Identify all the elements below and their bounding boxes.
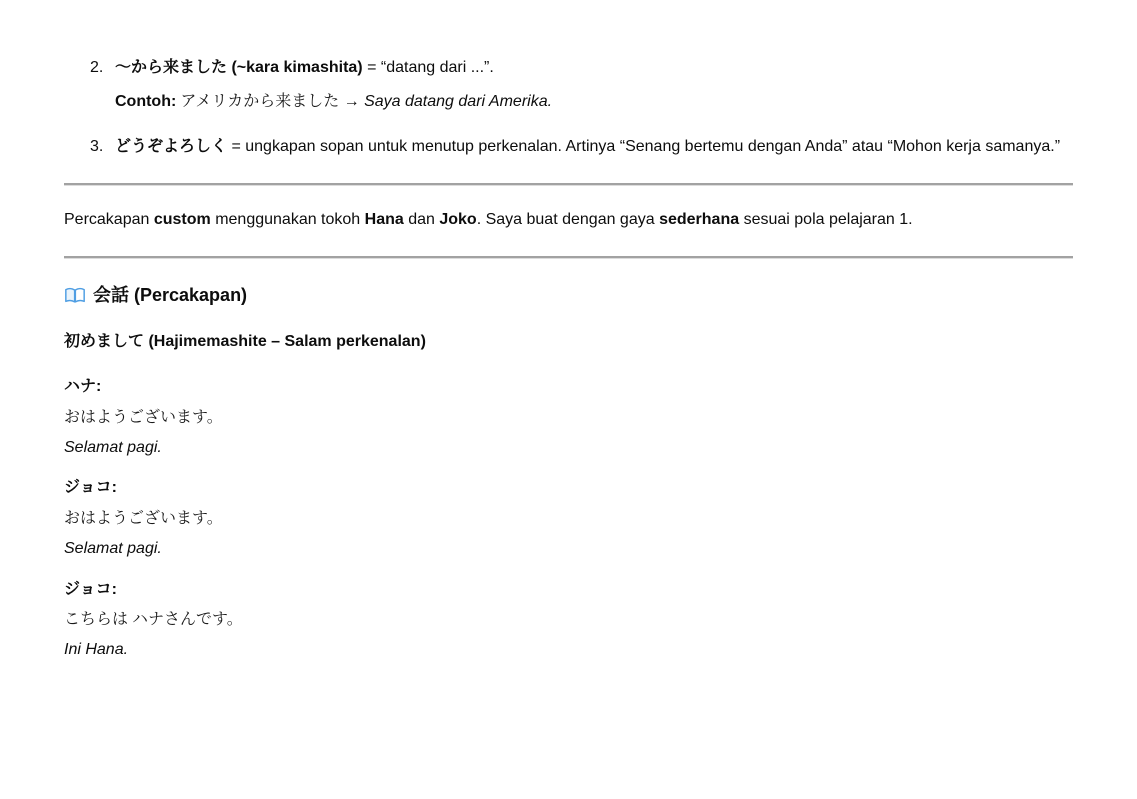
- japanese-line: こちらは ハナさんです。: [64, 610, 243, 628]
- japanese-line: おはようございます。: [64, 509, 223, 527]
- grammar-definition: = ungkapan sopan untuk menutup perkenalan. Artinya “Senang bertemu dengan Anda” atau “Mohon kerja samanya.”: [227, 138, 1061, 155]
- translation-line: Ini Hana.: [64, 641, 129, 659]
- text-segment: sesuai pola pelajaran 1.: [739, 211, 913, 228]
- speaker-name: ジョコ:: [64, 580, 118, 598]
- list-item-2: [90, 54, 1073, 116]
- dialogue-section: [64, 372, 1073, 666]
- bold-segment: sederhana: [659, 211, 740, 228]
- open-book-icon: [64, 287, 86, 304]
- example-translation: Saya datang dari Amerika.: [364, 93, 553, 110]
- horizontal-divider: [64, 256, 1073, 259]
- grammar-term-line: [115, 133, 1073, 161]
- grammar-definition: = “datang dari ...”.: [362, 59, 494, 76]
- bold-segment: custom: [153, 211, 211, 228]
- grammar-term: どうぞよろしく: [115, 138, 228, 155]
- grammar-term: 〜から来ました (~kara kimashita): [115, 59, 363, 76]
- grammar-points-list: [64, 54, 1073, 161]
- speaker-name: ジョコ:: [64, 479, 118, 497]
- text-segment: menggunakan tokoh: [210, 211, 365, 228]
- conversation-heading: [64, 283, 1073, 308]
- text-segment: Percakapan: [64, 211, 154, 228]
- text-segment: . Saya buat dengan gaya: [476, 211, 660, 228]
- japanese-line: おはようございます。: [64, 408, 223, 426]
- grammar-term-line: [115, 54, 1073, 82]
- speaker-name: ハナ:: [64, 378, 102, 396]
- translation-line: Selamat pagi.: [64, 540, 162, 558]
- dialogue-block: [64, 575, 1073, 666]
- dialogue-block: [64, 473, 1073, 564]
- text-segment: dan: [403, 211, 440, 228]
- translation-line: Selamat pagi.: [64, 438, 162, 456]
- list-item-3: [90, 133, 1073, 161]
- horizontal-divider: [64, 183, 1073, 186]
- bold-segment: Hana: [364, 211, 404, 228]
- example-line: [115, 88, 1073, 116]
- arrow-glyph: →: [339, 93, 365, 110]
- example-label: Contoh:: [115, 93, 177, 110]
- intro-paragraph: [64, 206, 1073, 234]
- list-number: 2.: [90, 59, 104, 76]
- list-number: 3.: [90, 138, 104, 155]
- bold-segment: Joko: [439, 211, 477, 228]
- conversation-subheading: 初めまして (Hajimemashite – Salam perkenalan): [64, 333, 426, 351]
- example-japanese: アメリカから来ました: [176, 93, 340, 110]
- dialogue-block: [64, 372, 1073, 463]
- conversation-heading-text: 会話 (Percakapan): [93, 285, 248, 305]
